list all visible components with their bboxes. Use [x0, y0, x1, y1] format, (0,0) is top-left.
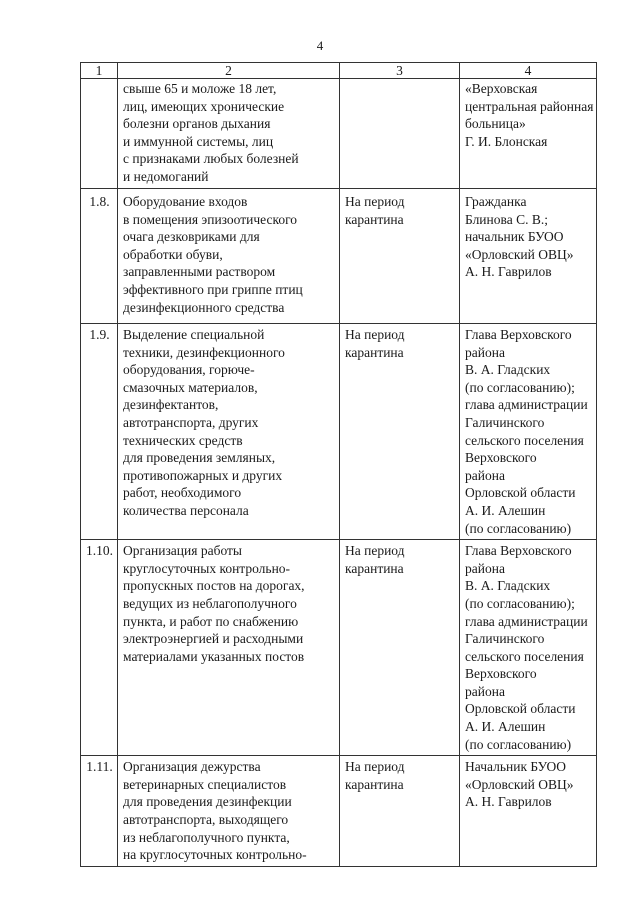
measure-line: круглосуточных контрольно-: [123, 560, 291, 576]
responsible-line: центральная районная: [465, 98, 594, 114]
measure-line: и недомоганий: [123, 168, 209, 184]
measure-cell: [118, 540, 340, 756]
measure-line: обработки обуви,: [123, 246, 223, 262]
responsible-line: глава администрации: [465, 613, 588, 629]
measures-table: [80, 62, 597, 867]
responsible-line: Верховского: [465, 666, 537, 682]
responsible-line: Галичинского: [465, 631, 545, 647]
period-cell: [340, 79, 460, 189]
measure-line: работ, необходимого: [123, 485, 242, 501]
responsible-line: В. А. Гладских: [465, 578, 551, 594]
responsible-line: Орловской области: [465, 701, 576, 717]
measure-line: оборудования, горюче-: [123, 362, 255, 378]
measure-line: на круглосуточных контрольно-: [123, 847, 307, 863]
item-number: 1.11.: [81, 756, 118, 867]
responsible-line: района: [465, 560, 505, 576]
column-header-3: 3: [340, 63, 460, 79]
measure-line: лиц, имеющих хронические: [123, 98, 285, 114]
period-line: карантина: [345, 560, 404, 576]
measure-line: автотранспорта, других: [123, 414, 259, 430]
item-number: 1.10.: [81, 540, 118, 756]
measure-line: Организация дежурства: [123, 759, 261, 775]
measure-cell: [118, 79, 340, 189]
page-number: 4: [316, 38, 324, 53]
measure-line: пропускных постов на дорогах,: [123, 578, 305, 594]
measure-cell: [118, 189, 340, 324]
table-row: [81, 756, 597, 867]
column-header-1: 1: [81, 63, 118, 79]
measure-line: ведущих из неблагополучного: [123, 595, 297, 611]
measure-line: электроэнергией и расходными: [123, 631, 304, 647]
measure-line: пункта, и работ по снабжению: [123, 613, 299, 629]
responsible-line: Орловской области: [465, 485, 576, 501]
responsible-line: (по согласованию): [465, 520, 572, 536]
measure-line: заправленными раствором: [123, 264, 276, 280]
responsible-line: А. Н. Гаврилов: [465, 794, 552, 810]
table-row: [81, 540, 597, 756]
responsible-line: Глава Верховского: [465, 543, 572, 559]
responsible-line: (по согласованию): [465, 736, 572, 752]
period-line: карантина: [345, 344, 404, 360]
responsible-line: Г. И. Блонская: [465, 133, 548, 149]
responsible-line: «Верховская: [465, 81, 538, 96]
measure-line: свыше 65 и моложе 18 лет,: [123, 81, 277, 96]
measure-line: ветеринарных специалистов: [123, 776, 287, 792]
responsible-line: Блинова С. В.;: [465, 211, 548, 227]
measure-line: материалами указанных постов: [123, 648, 305, 664]
responsible-line: (по согласованию);: [465, 595, 575, 611]
item-number: 1.8.: [81, 189, 118, 324]
measure-line: технических средств: [123, 432, 243, 448]
measure-line: Организация работы: [123, 543, 242, 559]
period-line: карантина: [345, 211, 404, 227]
measure-cell: [118, 324, 340, 540]
item-number: [81, 79, 118, 189]
measure-line: для проведения дезинфекции: [123, 794, 292, 810]
measure-line: количества персонала: [123, 502, 249, 518]
responsible-line: Верховского: [465, 450, 537, 466]
responsible-line: Гражданка: [465, 194, 527, 209]
responsible-line: района: [465, 683, 505, 699]
measure-line: автотранспорта, выходящего: [123, 812, 289, 828]
responsible-line: А. Н. Гаврилов: [465, 264, 552, 280]
period-cell: [340, 540, 460, 756]
measure-line: болезни органов дыхания: [123, 116, 271, 132]
table-header-row: [81, 63, 597, 79]
period-line: На период: [345, 327, 405, 342]
measure-line: дезинфекционного средства: [123, 299, 285, 315]
table-body: [81, 79, 597, 867]
measure-line: дезинфектантов,: [123, 397, 219, 413]
responsible-line: Начальник БУОО: [465, 759, 567, 775]
responsible-cell: [460, 324, 597, 540]
measure-line: Выделение специальной: [123, 327, 265, 342]
responsible-line: «Орловский ОВЦ»: [465, 246, 574, 262]
item-number: 1.9.: [81, 324, 118, 540]
measure-line: с признаками любых болезней: [123, 151, 299, 167]
responsible-cell: [460, 540, 597, 756]
responsible-line: (по согласованию);: [465, 379, 575, 395]
column-header-2: 2: [118, 63, 340, 79]
responsible-line: А. И. Алешин: [465, 719, 546, 735]
period-line: На период: [345, 759, 405, 775]
responsible-line: Глава Верховского: [465, 327, 572, 342]
measure-cell: [118, 756, 340, 867]
responsible-cell: [460, 756, 597, 867]
responsible-line: больница»: [465, 116, 526, 132]
table-row: [81, 324, 597, 540]
responsible-line: района: [465, 467, 505, 483]
measure-line: из неблагополучного пункта,: [123, 829, 290, 845]
period-line: карантина: [345, 776, 404, 792]
responsible-line: сельского поселения: [465, 432, 584, 448]
measure-line: противопожарных и других: [123, 467, 283, 483]
responsible-line: А. И. Алешин: [465, 502, 546, 518]
measure-line: смазочных материалов,: [123, 379, 258, 395]
period-line: На период: [345, 543, 405, 559]
measure-line: техники, дезинфекционного: [123, 344, 285, 360]
period-cell: [340, 324, 460, 540]
measure-line: эффективного при гриппе птиц: [123, 281, 303, 297]
responsible-line: сельского поселения: [465, 648, 584, 664]
period-cell: [340, 756, 460, 867]
responsible-line: «Орловский ОВЦ»: [465, 776, 574, 792]
measure-line: Оборудование входов: [123, 194, 248, 209]
measure-line: в помещения эпизоотического: [123, 211, 298, 227]
table-row: [81, 189, 597, 324]
responsible-line: Галичинского: [465, 414, 545, 430]
responsible-cell: [460, 79, 597, 189]
measure-line: и иммунной системы, лиц: [123, 133, 274, 149]
responsible-line: В. А. Гладских: [465, 362, 551, 378]
period-line: На период: [345, 194, 405, 209]
measure-line: очага дезковриками для: [123, 229, 260, 245]
responsible-line: глава администрации: [465, 397, 588, 413]
column-header-4: 4: [460, 63, 597, 79]
period-cell: [340, 189, 460, 324]
responsible-cell: [460, 189, 597, 324]
responsible-line: района: [465, 344, 505, 360]
responsible-line: начальник БУОО: [465, 229, 564, 245]
measure-line: для проведения земляных,: [123, 450, 276, 466]
table-row: [81, 79, 597, 189]
